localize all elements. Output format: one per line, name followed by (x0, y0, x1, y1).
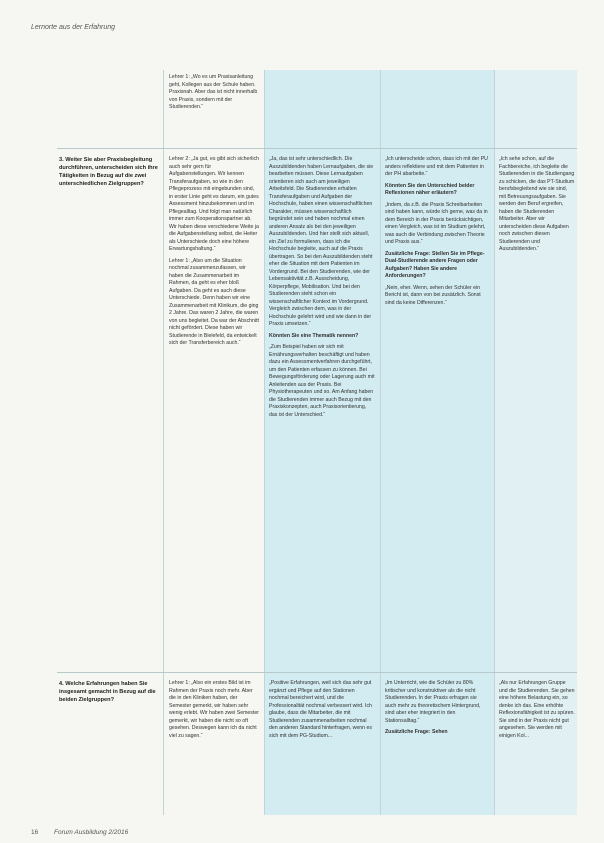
row1-col3-cell (269, 156, 375, 666)
row1-teacher-cell (169, 156, 259, 666)
row2-col3-text: „Positive Erfahrungen, weil sich das sehr gut ergänzt und Pflege auf den Stationen nochmal bereichert wird, und die Professionalität nochmal verbessert wird. Ich glaube, dass die Mitarbeiter, die mit Studierenden zusammenarbeiten nochmal den anderen Standard hinterfragen, wenn es sich mit dem PG-Studium... (269, 680, 372, 739)
row1-col4-question2: Zusätzliche Frage: Stellen Sie im Pflege-Dual-Studierende andere Fragen oder Aufgaben? Haben Sie andere Anforderungen? (385, 250, 485, 279)
row1-question: 3. Weiter Sie aber Praxisbegleitung durchführen, unterscheiden sich ihre Tätigkeiten in Bezug auf die zwei unterschiedlichen Zielgruppen? (59, 157, 158, 187)
interview-table (57, 70, 577, 815)
row2-col4-cell (385, 680, 489, 814)
row2-question-cell (59, 680, 159, 740)
row1-teacher2-text: Lehrer 2: „Ja gut, es gibt sich sicherlich auch sehr gern für Aufgabenstellungen. Wir kennen Transferaufgaben, so wie in den Pflegeprozess mit eingebunden sind, in erster Linie geht es darum, ein gutes Assessment hinzubekommen und im Pflegealltag. Und folgt man natürlich immer zum Kooperationspartner ab. Wir haben diese verschiedene Weite ja die Aufgabenstellung selbst, die Heiter als Unterschiede doch eine höhere Erwartungshaltung.“ (169, 156, 259, 252)
page-number: 16 (31, 829, 39, 836)
page-footer (31, 829, 128, 836)
row2-teacher-cell (169, 680, 259, 814)
row-divider (57, 672, 577, 673)
row1-teacher1-text: Lehrer 1: „Also um die Situation nochmal zusammenzufassen, wir haben die Zusammenarbeit im Rahmen, da geht es eher bloß Aufgaben. Da geht es auch diese Unterschiede. Denn haben wir eine Zusammenarbeit mit Klinikum, die ging 2 Jahre. Das waren 2 Jahre, die waren von uns begleitet. Da war der Abschnitt nicht gefördert. Diese haben wir Studierende in Bielefeld, da entwickelt sich der Transferbereich auch.“ (169, 257, 259, 346)
row2-teacher1-text: Lehrer 1: „Also ein erstes Bild ist im Rahmen der Praxis noch mehr. Aber die in den Kliniken haben, der Semester gemerkt, wir haben sehr wenig erlebt. Wir haben zwei Semester gemerkt, wir haben die nicht so oft gesehen. Deswegen kann ich da nicht viel zu sagen.“ (169, 680, 259, 739)
row2-col4-question: Zusätzliche Frage: Sehen (385, 729, 448, 735)
row-divider (57, 148, 577, 149)
row1-col3-answer: „Zum Beispiel haben wir sich mit Ernährungsverhalten beschäftigt und haben dazu ein Assessmentverfahren durchgeführt, um den Patienten erfassen zu können. Bei Bewegungsförderung oder Lagerung auch mit Anleitenden aus der Praxis. Bei Physiotherapeuten und so. Am Anfang haben die Studierenden immer auch Bezug mit den Praxiskonzepten, auch Praxisorientierung, das ist der Unterschied.“ (269, 344, 375, 418)
column-divider (494, 70, 495, 815)
row1-col5-text: „Ich sehe schon, auf die Fachbereiche, ich begleite die Studierenden in die Studiengang zu schicken, die das PT-Studium berufsbegleitend wie sie sind, mit Betreuungsaufgaben. Sie werden den Beruf ergreifen, haben die Studierenden Mitarbeiter. Aber wir unterscheiden diese Aufgaben noch zwischen diesen Studierenden und Auszubildenden.“ (499, 156, 575, 252)
row1-col4-text: „Ich unterscheide schon, dass ich mit der PU anders reflektiere und mit dem Patienten in der PH abarbeite.“ (385, 156, 488, 177)
running-head: Lernorte aus der Erfahrung (31, 24, 116, 31)
row1-col3-text: „Ja, das ist sehr unterschiedlich. Die Auszubildenden haben Lernaufgaben, die sie bearbeiten müssen. Diese Lernaufgaben orientieren sich auch am jeweiligen Arbeitsfeld. Die Studierenden erhalten Transferaufgaben und Aufgaben der Hochschule, haben einen wissenschaftlichen Charakter, müssen wissenschaftlich begründet sein und haben nochmal einen anderen Ansatz als bei den jeweiligen Auszubildenden. Und hier stellt sich aktuell, ein Ziel zu formulieren, dass ich die Hochschule begleite, auch auf die Praxis übertragen. So bei den Auszubildenden steht eher die Situation mit dem Patienten im Vordergrund. Bei den Studierenden, wie der Lebensaktivität z.B. Ausscheidung, Körperpflege, Mobilisation. Und bei den Studierenden steht schon ein wissenschaftlicher Kontext im Vordergrund. Vergleich zwischen dem, was in der Hochschule gelehrt wird und wie dann in der Praxis umsetzen.“ (269, 156, 374, 327)
row2-question: 4. Welche Erfahrungen haben Sie insgesamt gemacht in Bezug auf die beiden Zielgruppen? (59, 681, 156, 703)
row1-col5-cell (499, 156, 575, 356)
row1-col3-question: Könnten Sie eine Thematik nennen? (269, 332, 359, 339)
row2-col3-cell (269, 680, 375, 814)
column-divider (380, 70, 381, 815)
row1-col4-answer1: „Indem, da z.B. die Praxis Schreibarbeiten sind haben kann, würde ich gerne, was da in dem Bereich in der Praxis berücksichtigen, einen Vergleich, was ist im Studium gelehrt, was auch die Verbindung zwischen Theorie und Praxis aus.“ (385, 201, 488, 245)
column-divider (163, 70, 164, 815)
row0-teacher1-cell (169, 74, 259, 146)
row1-col4-answer2: „Nein, eher. Wenn, sehen der Schüler ein Bericht ist, dann von bei zusätzlich. Sonst sind da keine Differenzen.“ (385, 284, 481, 306)
column-divider (264, 70, 265, 815)
row1-col4-cell (385, 156, 489, 666)
publication-name: Forum Ausbildung 2/2016 (54, 829, 129, 836)
row1-col4-question1: Könnten Sie den Unterschied beider Reflexionen näher erläutern? (385, 182, 475, 196)
row1-question-cell (59, 156, 159, 246)
row2-col4-text: „Im Unterricht, wie die Schüler zu 80% kritischer und konstruktiver als die nicht Studierenden. In der Praxis erfragen sie auch mehr zu theoretischem Hintergrund, sind aber eher integriert in den Stationsalltag.“ (385, 680, 481, 724)
row0-teacher1-text: Lehrer 1: „Wo es um Praxisanleitung geht, Kollegen aus der Schule haben. Praxisnah. Aber das ist nicht innerhalb von Praxis, sondern mit der Studierenden.“ (169, 74, 258, 110)
row2-col5-text: „Als nur Erfahrungen Gruppe und die Studierenden. Sie gehen eine höhere Belastung ein, so denke ich das. Eine erhöhte Reflexionsfähigkeit ist zu spüren. Sie sind in der Praxis nicht gut angesehen. Sie werden mit einigen Kol... (499, 680, 575, 739)
row2-col5-cell (499, 680, 575, 814)
